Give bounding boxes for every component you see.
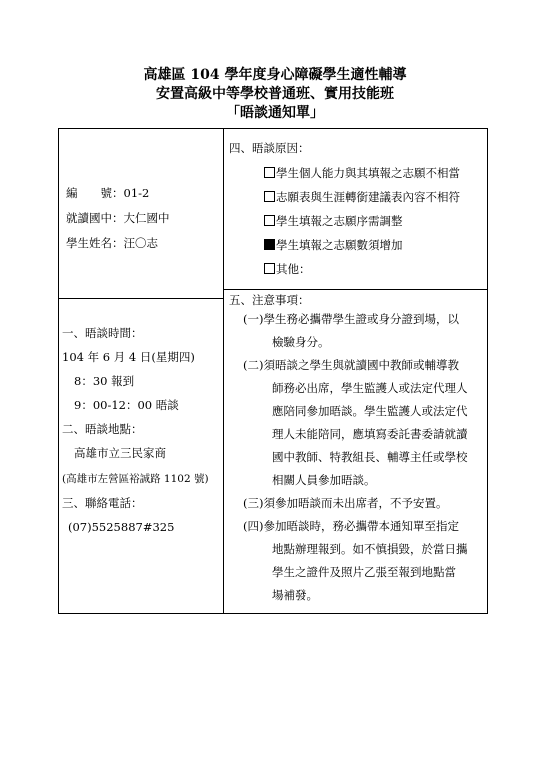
reason-item	[264, 190, 460, 204]
interview-place: 高雄市立三民家商	[74, 446, 166, 460]
reason-label: 志願表與生涯轉銜建議表內容不相符	[276, 190, 460, 204]
interview-address: (高雄市左營區裕誠路 1102 號)	[62, 473, 209, 485]
table-column-divider	[223, 128, 224, 614]
checkbox-icon[interactable]	[264, 215, 275, 226]
reason-label: 其他：	[276, 262, 311, 276]
reason-label: 學生填報之志願數須增加	[276, 238, 403, 252]
document-title-line-1: 高雄區 104 學年度身心障礙學生適性輔導	[143, 67, 407, 83]
note-continuation: 學生之證件及照片乙張至報到地點當	[272, 565, 456, 579]
document-title-line-2: 安置高級中等學校普通班、實用技能班	[156, 86, 394, 102]
student-number: 編 號：01-2	[66, 186, 150, 200]
note-continuation: 國中教師、特教組長、輔導主任或學校	[272, 450, 468, 464]
note-continuation: 應陪同參加晤談。學生監護人或法定代	[272, 404, 468, 418]
interview-time-heading: 一、晤談時間：	[62, 326, 143, 340]
document-title-notice: 「晤談通知單」	[226, 105, 324, 121]
note-continuation: 場補發。	[272, 588, 318, 602]
student-name: 學生姓名：汪〇志	[66, 236, 158, 250]
right-row-divider	[223, 289, 488, 290]
report-time: 8：30 報到	[74, 374, 135, 388]
phone-number: (07)5525887#325	[68, 520, 175, 534]
reason-item	[264, 214, 403, 228]
note-continuation: 理人未能陪同，應填寫委託書委請就讀	[272, 427, 468, 441]
note-continuation: 檢驗身分。	[272, 335, 330, 349]
interview-place-heading: 二、晤談地點：	[62, 422, 143, 436]
note-continuation: 地點辦理報到。如不慎損毀，於當日攜	[272, 542, 468, 556]
reason-item	[264, 262, 311, 276]
note-item: (四)參加晤談時，務必攜帶本通知單至指定	[243, 519, 459, 533]
note-continuation: 師務必出席，學生監護人或法定代理人	[272, 381, 468, 395]
checkbox-icon[interactable]	[264, 167, 275, 178]
checkbox-icon[interactable]	[264, 191, 275, 202]
note-item: (一)學生務必攜帶學生證或身分證到場，以	[243, 312, 459, 326]
phone-heading: 三、聯絡電話：	[62, 496, 143, 510]
reason-label: 學生填報之志願序需調整	[276, 214, 403, 228]
interview-date: 104 年 6 月 4 日(星期四)	[62, 350, 195, 364]
checkbox-icon[interactable]	[264, 263, 275, 274]
notes-heading: 五、注意事項：	[229, 293, 310, 307]
checked-box-icon[interactable]	[264, 239, 275, 250]
note-item: (二)須晤談之學生與就讀國中教師或輔導教	[243, 358, 459, 372]
reason-label: 學生個人能力與其填報之志願不相當	[276, 166, 460, 180]
reason-item	[264, 166, 460, 180]
note-continuation: 相關人員參加晤談。	[272, 473, 376, 487]
session-time: 9：00-12：00 晤談	[74, 398, 179, 412]
student-school: 就讀國中：大仁國中	[66, 211, 170, 225]
left-row-divider	[58, 298, 224, 299]
reasons-heading: 四、晤談原因：	[229, 141, 310, 155]
reason-item	[264, 238, 403, 252]
note-item: (三)須參加晤談而未出席者，不予安置。	[243, 496, 448, 510]
